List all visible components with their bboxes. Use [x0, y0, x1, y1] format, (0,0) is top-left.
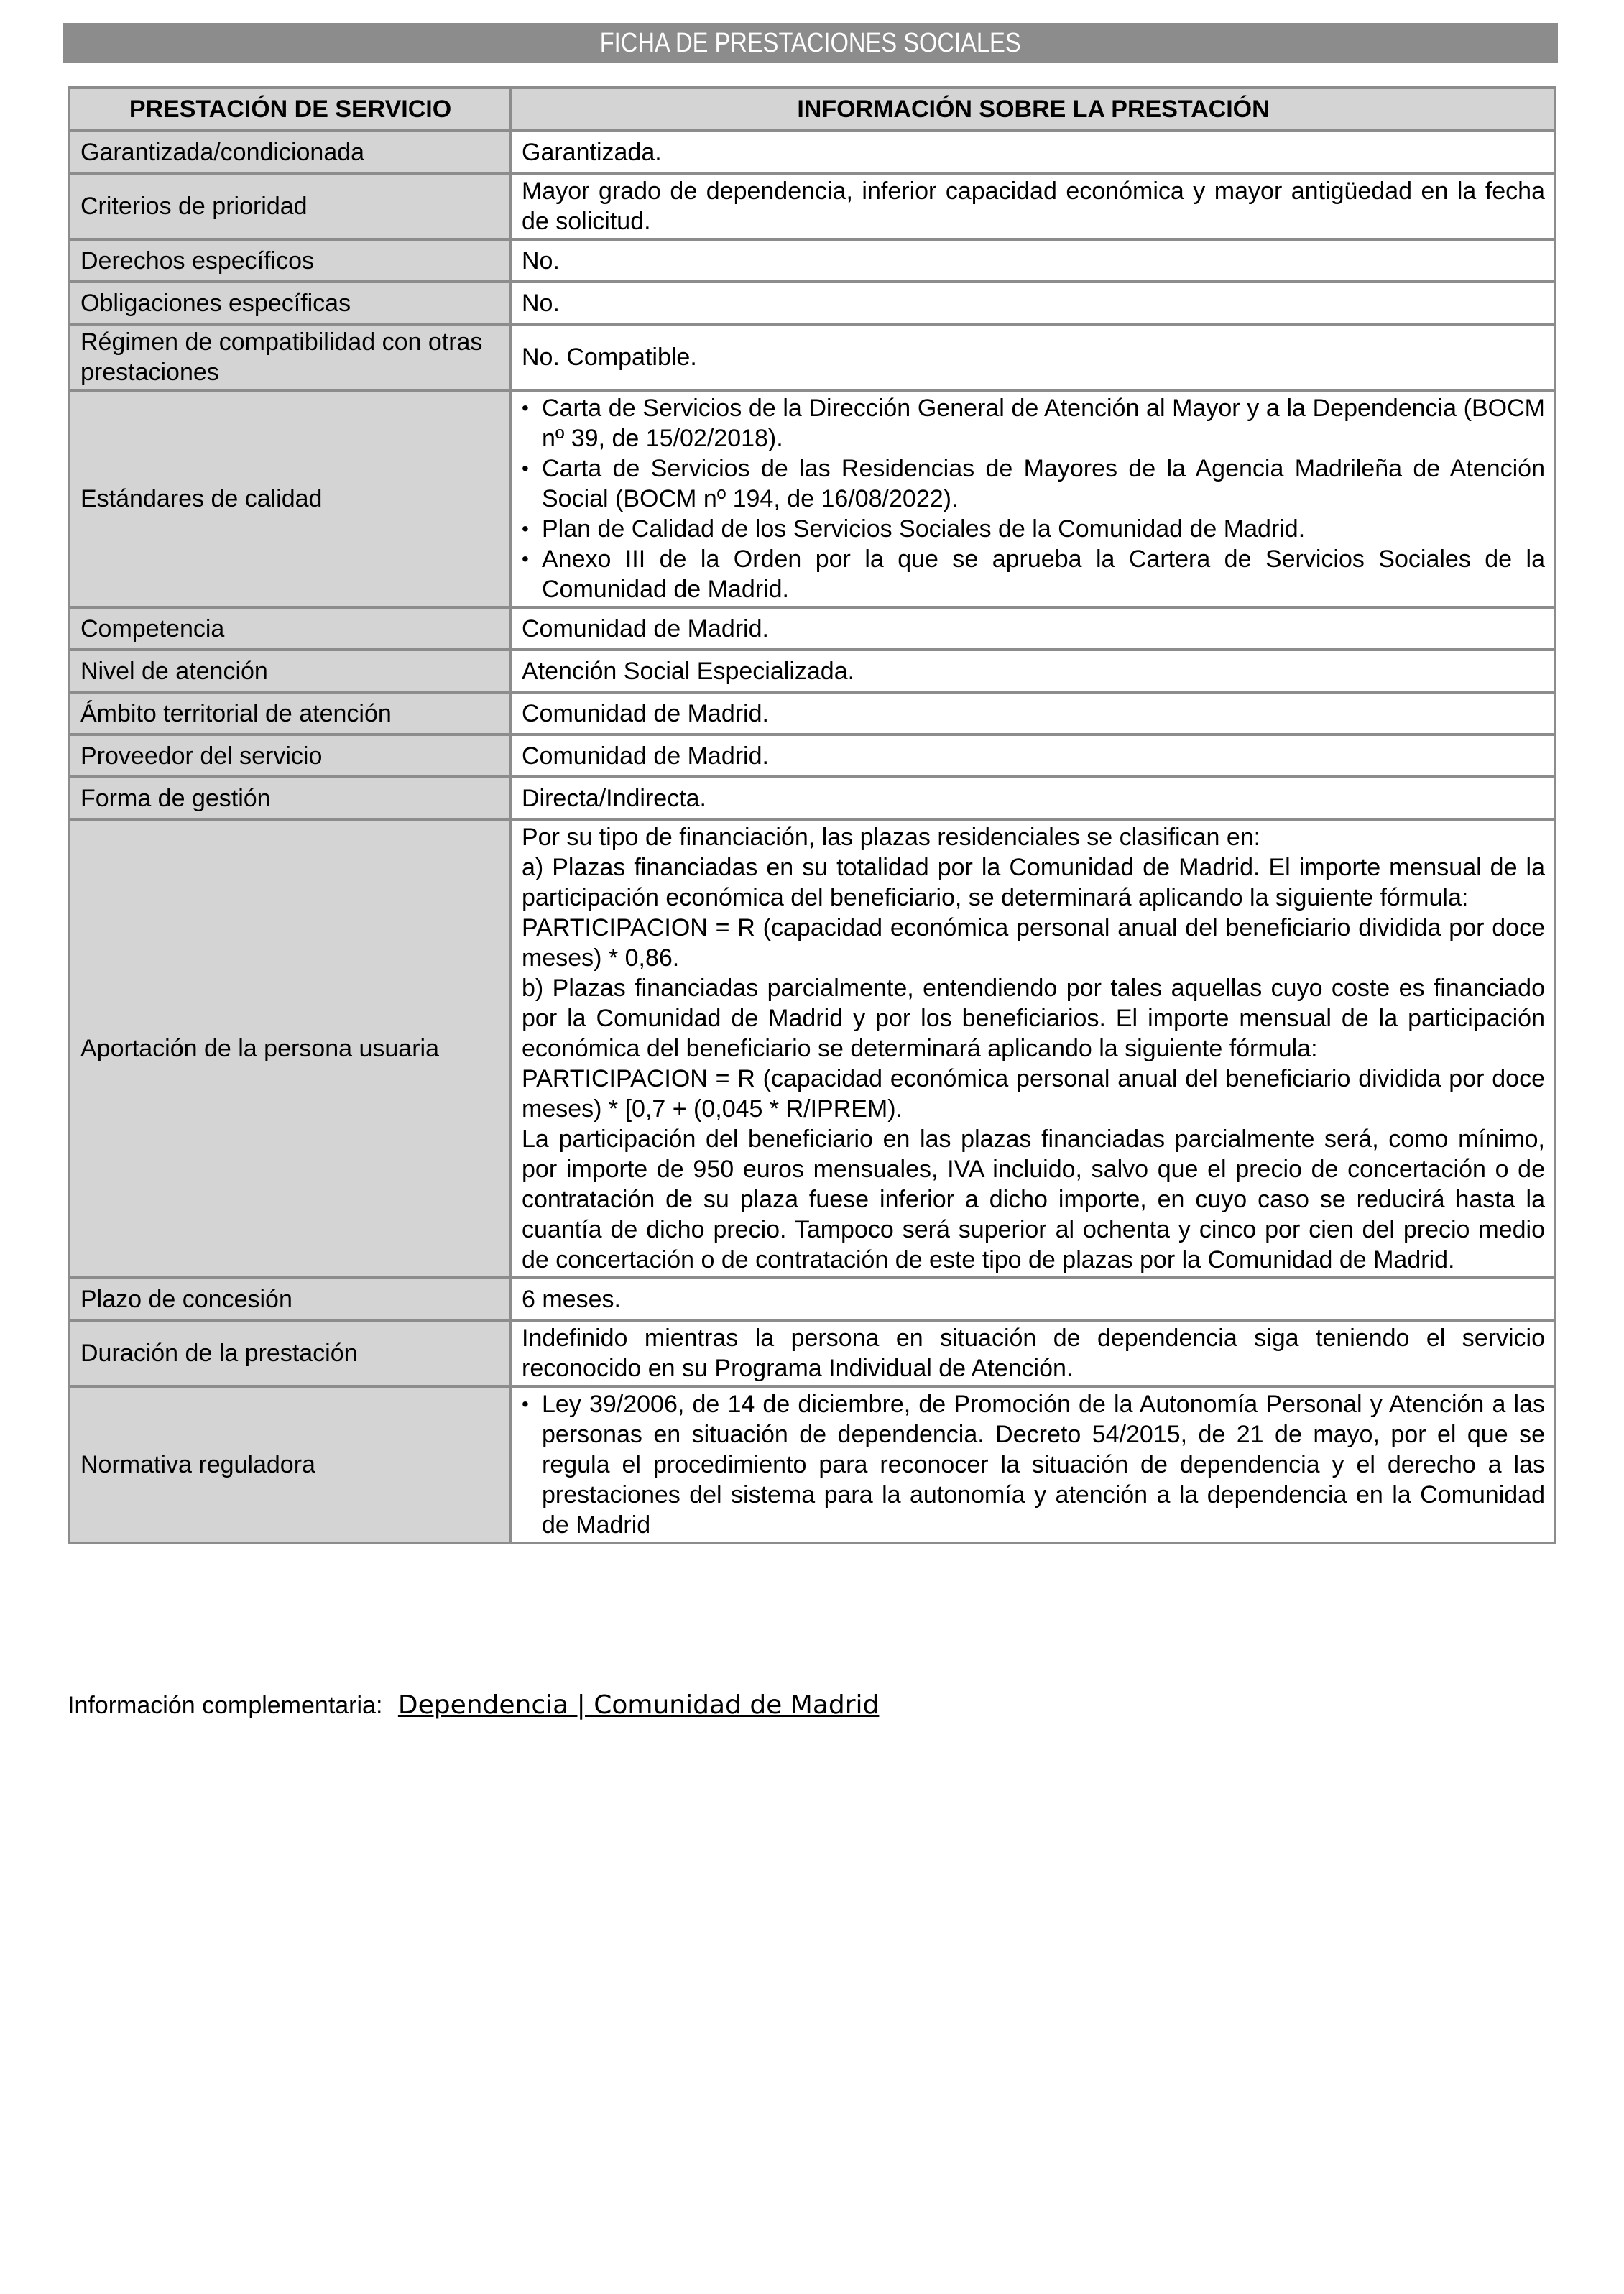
row-value: Comunidad de Madrid. [510, 734, 1555, 777]
table-header-row [69, 88, 1555, 131]
row-value: Indefinido mientras la persona en situación de dependencia siga teniendo el servicio reconocido en su Programa Individual de Atención. [510, 1320, 1555, 1386]
list-item: • Plan de Calidad de los Servicios Sociales de la Comunidad de Madrid. [522, 515, 1306, 543]
bullet-icon: • [522, 457, 529, 479]
row-label: Garantizada/condicionada [69, 131, 510, 173]
row-value-list [510, 1386, 1555, 1543]
row-label: Régimen de compatibilidad con otras prestaciones [69, 324, 510, 390]
row-value: No. [510, 282, 1555, 324]
bullet-icon: • [522, 397, 529, 419]
table-row [69, 239, 1555, 282]
row-label: Derechos específicos [69, 239, 510, 282]
row-value-paragraphs [510, 819, 1555, 1278]
row-label: Nivel de atención [69, 650, 510, 692]
page-title-banner [63, 23, 1558, 63]
table-row [69, 607, 1555, 650]
column-header-info: INFORMACIÓN SOBRE LA PRESTACIÓN [510, 88, 1555, 131]
table-row [69, 777, 1555, 819]
list-item: • Carta de Servicios de la Dirección General de Atención al Mayor y a la Dependencia (BOCM nº 39, de 15/02/2018). [522, 395, 1545, 452]
formula-text: PARTICIPACION = R (capacidad económica personal anual del beneficiario dividida por doce meses) * 0,86. [522, 914, 1545, 972]
table-row [69, 819, 1555, 1278]
row-value: Garantizada. [510, 131, 1555, 173]
row-label: Obligaciones específicas [69, 282, 510, 324]
row-label: Plazo de concesión [69, 1278, 510, 1320]
table-row [69, 173, 1555, 239]
row-label: Normativa reguladora [69, 1386, 510, 1543]
page-title: FICHA DE PRESTACIONES SOCIALES [600, 28, 1021, 58]
quality-standards-list [522, 393, 1545, 604]
list-item: • Carta de Servicios de las Residencias de Mayores de la Agencia Madrileña de Atención Social (BOCM nº 194, de 16/08/2022). [522, 455, 1545, 512]
table-row [69, 650, 1555, 692]
row-label: Proveedor del servicio [69, 734, 510, 777]
benefit-sheet-table [68, 86, 1556, 1544]
bullet-icon: • [522, 548, 529, 570]
bullet-icon: • [522, 1393, 529, 1415]
row-value-list [510, 390, 1555, 607]
table-row [69, 692, 1555, 734]
table-row [69, 390, 1555, 607]
row-value: Comunidad de Madrid. [510, 692, 1555, 734]
row-value: Directa/Indirecta. [510, 777, 1555, 819]
column-header-service: PRESTACIÓN DE SERVICIO [69, 88, 510, 131]
regulations-list [522, 1389, 1545, 1540]
table-row [69, 1320, 1555, 1386]
table-row [69, 282, 1555, 324]
dependencia-link[interactable]: Dependencia | Comunidad de Madrid [397, 1690, 880, 1720]
table-row [69, 131, 1555, 173]
paragraph: b) Plazas financiadas parcialmente, entendiendo por tales aquellas cuyo coste es financiado por la Comunidad de Madrid y por los beneficiarios. El importe mensual de la participación económica del beneficiario se determinará aplicando la siguiente fórmula: [522, 975, 1545, 1062]
table-row [69, 1278, 1555, 1320]
paragraph: La participación del beneficiario en las plazas financiadas parcialmente será, como mínimo, por importe de 950 euros mensuales, IVA incluido, salvo que el precio de concertación o de contratación de su plaza fuese inferior a dicho importe, en cuyo caso se reducirá hasta la cuantía de dicho precio. Tampoco será superior al ochenta y cinco por cien del precio medio de concertación o de contratación de este tipo de plazas por la Comunidad de Madrid. [522, 1125, 1545, 1273]
table-row [69, 324, 1555, 390]
row-value: Atención Social Especializada. [510, 650, 1555, 692]
row-value: Mayor grado de dependencia, inferior capacidad económica y mayor antigüedad en la fecha de solicitud. [510, 173, 1555, 239]
table-row [69, 1386, 1555, 1543]
row-label: Estándares de calidad [69, 390, 510, 607]
row-label: Duración de la prestación [69, 1320, 510, 1386]
paragraph: Por su tipo de financiación, las plazas residenciales se clasifican en: [522, 824, 1261, 851]
row-value: No. Compatible. [510, 324, 1555, 390]
row-value: Comunidad de Madrid. [510, 607, 1555, 650]
row-value: 6 meses. [510, 1278, 1555, 1320]
row-label: Competencia [69, 607, 510, 650]
row-label: Criterios de prioridad [69, 173, 510, 239]
bullet-icon: • [522, 517, 529, 540]
formula-text: PARTICIPACION = R (capacidad económica personal anual del beneficiario dividida por doce meses) * [0,7 + (0,045 * R/IPREM). [522, 1065, 1545, 1123]
complementary-info [68, 1687, 879, 1723]
row-label: Ámbito territorial de atención [69, 692, 510, 734]
paragraph: a) Plazas financiadas en su totalidad por la Comunidad de Madrid. El importe mensual de la participación económica del beneficiario, se determinará aplicando la siguiente fórmula: [522, 854, 1545, 911]
list-item: • Ley 39/2006, de 14 de diciembre, de Promoción de la Autonomía Personal y Atención a las personas en situación de dependencia. Decreto 54/2015, de 21 de mayo, por el que se regula el procedimiento para reconocer la situación de dependencia y el derecho a las prestaciones del sistema para la autonomía y atención a la dependencia en la Comunidad de Madrid [522, 1391, 1545, 1539]
list-item: • Anexo III de la Orden por la que se aprueba la Cartera de Servicios Sociales de la Comunidad de Madrid. [522, 545, 1545, 603]
row-label: Aportación de la persona usuaria [69, 819, 510, 1278]
table-row [69, 734, 1555, 777]
row-label: Forma de gestión [69, 777, 510, 819]
row-value: No. [510, 239, 1555, 282]
complementary-info-label: Información complementaria: [68, 1692, 383, 1719]
